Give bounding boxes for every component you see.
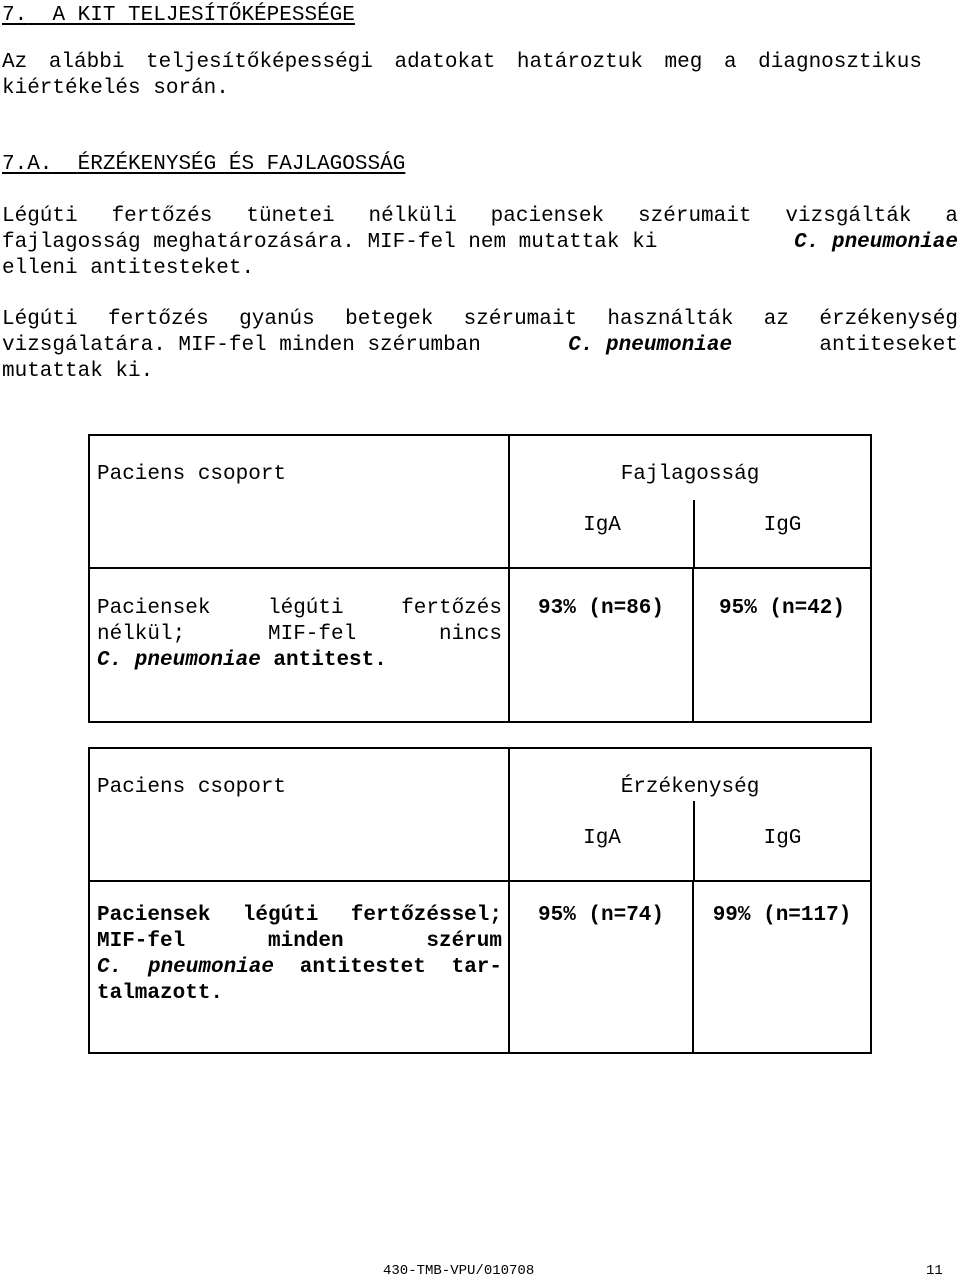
specificity-paragraph [2,204,958,282]
paragraph-text: vizsgálatára. MIF-fel minden szérumban [2,334,481,357]
intro-line: kiértékelés során. [2,77,229,100]
group-header-cell [89,435,509,568]
paragraph-text: fajlagosság meghatározására. MIF-fel nem mutattak ki [2,231,658,254]
paragraph-text: antiteseket [819,334,958,357]
igg-header: IgG [763,827,802,850]
group-text: antitest. [260,649,387,672]
group-header-cell [89,748,509,881]
document-code: 430-TMB-VPU/010708 [383,1263,535,1279]
metric-header: Érzékenység [620,776,760,799]
group-line: nélkül; MIF-fel nincs [97,623,502,646]
intro-line: Az alábbi teljesítőképességi adatokat határoztuk meg a diagnosztikus [2,51,922,74]
metric-header: Fajlagosság [620,463,760,486]
organism-name: C. pneumoniae [568,334,733,357]
specificity-table [88,434,872,723]
igg-header: IgG [763,514,802,537]
group-cell [89,881,509,1053]
group-line: talmazott. [97,982,224,1005]
subsection-title: ÉRZÉKENYSÉG ÉS FAJLAGOSSÁG [77,153,406,176]
group-line [97,955,502,981]
iga-value-cell [509,568,693,722]
iga-value: 95% (n=74) [537,904,665,927]
iga-header: IgA [583,514,621,537]
group-line: MIF-fel minden szérum [97,930,502,953]
group-line: Paciensek légúti fertőzés [97,597,502,620]
organism-name: C. pneumoniae [97,649,261,672]
igg-value-cell [693,568,871,722]
section-number: 7. [2,4,28,27]
paragraph-line: Légúti fertőzés gyanús betegek szérumait használták az érzékenység [2,308,958,331]
paragraph-line: Légúti fertőzés tünetei nélküli paciensek szérumait vizsgálták a [2,205,958,228]
page-number: 11 [926,1263,943,1279]
metric-header-cell [509,748,871,881]
intro-paragraph [2,50,922,102]
sensitivity-paragraph [2,307,958,385]
iga-header: IgA [583,827,621,850]
group-line [97,648,502,674]
igg-value-cell [693,881,871,1053]
igg-value: 95% (n=42) [718,597,846,620]
group-cell [89,568,509,722]
group-line: Paciensek légúti fertőzéssel; [97,904,502,927]
iga-value-cell [509,881,693,1053]
group-header: Paciens csoport [97,776,287,799]
section-heading [2,3,355,29]
subsection-heading [2,152,405,178]
subsection-number: 7.A. [2,153,53,176]
sensitivity-table [88,747,872,1054]
paragraph-line [2,333,958,359]
group-text: antitestet tar- [274,956,503,979]
metric-header-cell [509,435,871,568]
paragraph-line: elleni antitesteket. [2,257,255,280]
section-title: A KIT TELJESÍTŐKÉPESSÉGE [52,4,355,27]
organism-name: C. pneumoniae [97,956,275,979]
paragraph-line: mutattak ki. [2,360,154,383]
organism-name: C. pneumoniae [794,231,958,254]
group-header: Paciens csoport [97,463,287,486]
igg-value: 99% (n=117) [712,904,852,927]
iga-value: 93% (n=86) [537,597,665,620]
paragraph-line [2,230,958,256]
